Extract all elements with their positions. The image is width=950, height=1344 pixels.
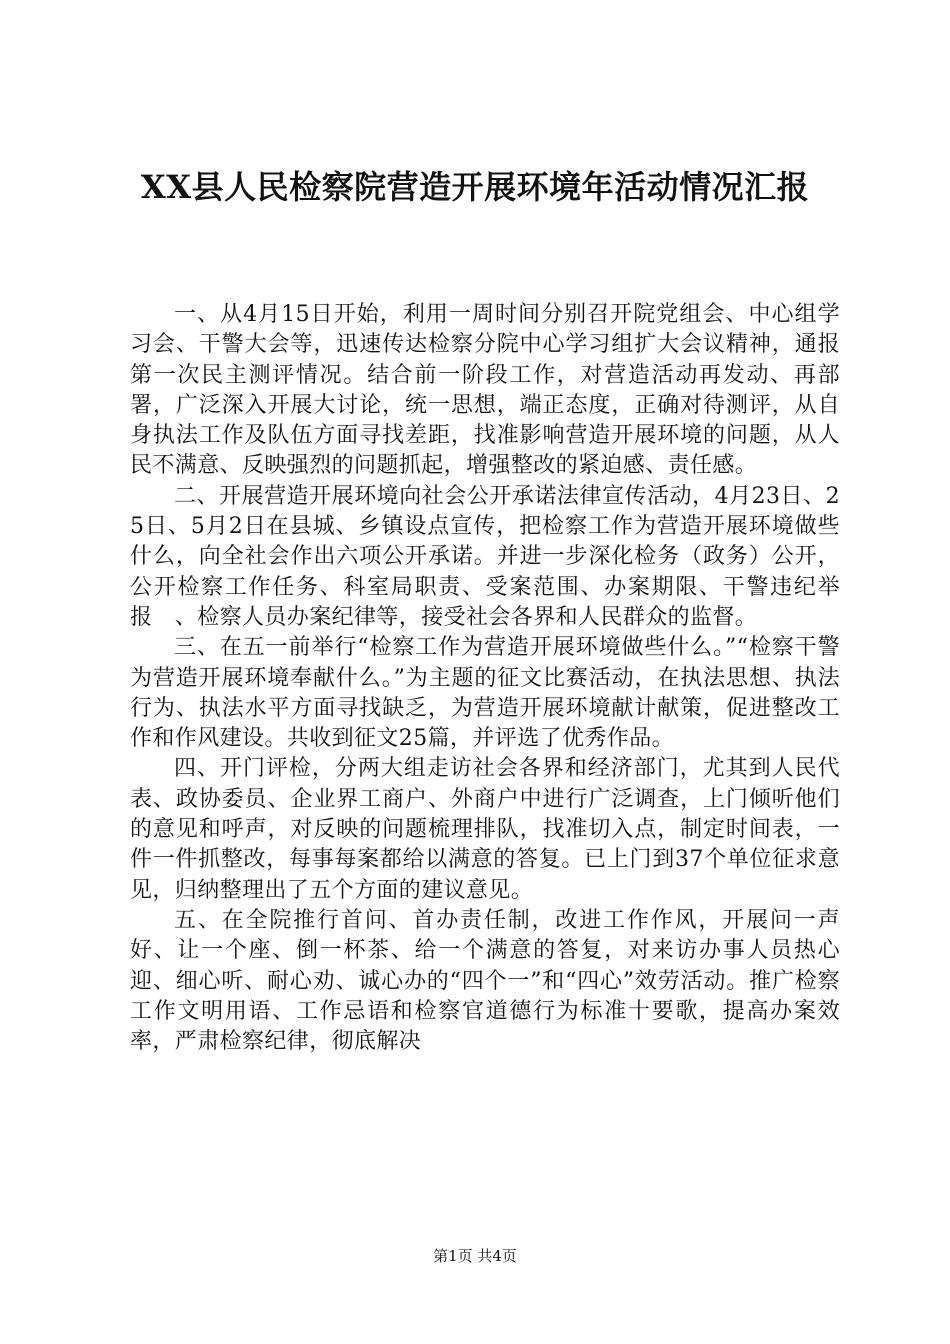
- paragraph-1: 一、从4月15日开始，利用一周时间分别召开院党组会、中心组学习会、干警大会等，迅速传达检察分院中心学习组扩大会议精神，通报第一次民主测评情况。结合前一阶段工作，对营造活动再发动、再部署，广泛深入开展大讨论，统一思想，端正态度，正确对待测评，从自身执法工作及队伍方面寻找差距，找准影响营造开展环境的问题，从人民不满意、反映强烈的问题抓起，增强整改的紧迫感、责任感。: [130, 302, 840, 479]
- paragraph-2: 二、开展营造开展环境向社会公开承诺法律宣传活动，4月23日、25日、5月2日在县城、乡镇设点宣传，把检察工作为营造开展环境做些什么，向全社会作出六项公开承诺。并进一步深化检务（政务）公开，公开检察工作任务、科室局职责、受案范围、办案期限、干警违纪举报 、检察人员办案纪律等，接受社会各界和人民群众的监督。: [130, 483, 840, 630]
- document-body: [130, 300, 840, 1057]
- document-title: XX县人民检察院营造开展环境年活动情况汇报: [140, 168, 810, 206]
- paragraph-3: 三、在五一前举行“检察工作为营造开展环境做些什么。”“检察干警为营造开展环境奉献什么。”为主题的征文比赛活动，在执法思想、执法行为、执法水平方面寻找缺乏，为营造开展环境献计献策，促进整改工作和作风建设。共收到征文25篇，并评选了优秀作品。: [130, 635, 840, 752]
- paragraph-5: 五、在全院推行首问、首办责任制，改进工作作风，开展问一声好、让一个座、倒一杯茶、给一个满意的答复，对来访办事人员热心迎、细心听、耐心劝、诚心办的“四个一”和“四心”效劳活动。推广检察工作文明用语、工作忌语和检察官道德行为标准十要歌，提高办案效率，严肃检察纪律，彻底解决: [130, 907, 840, 1055]
- paragraph-4: 四、开门评检，分两大组走访社会各界和经济部门，尤其到人民代表、政协委员、企业界工商户、外商户中进行广泛调查，上门倾听他们的意见和呼声，对反映的问题梳理排队，找准切入点，制定时间表，一件一件抓整改，每事每案都给以满意的答复。已上门到37个单位征求意见，归纳整理出了五个方面的建议意见。: [130, 756, 840, 903]
- page-number-footer: 第1页 共4页: [433, 1247, 517, 1265]
